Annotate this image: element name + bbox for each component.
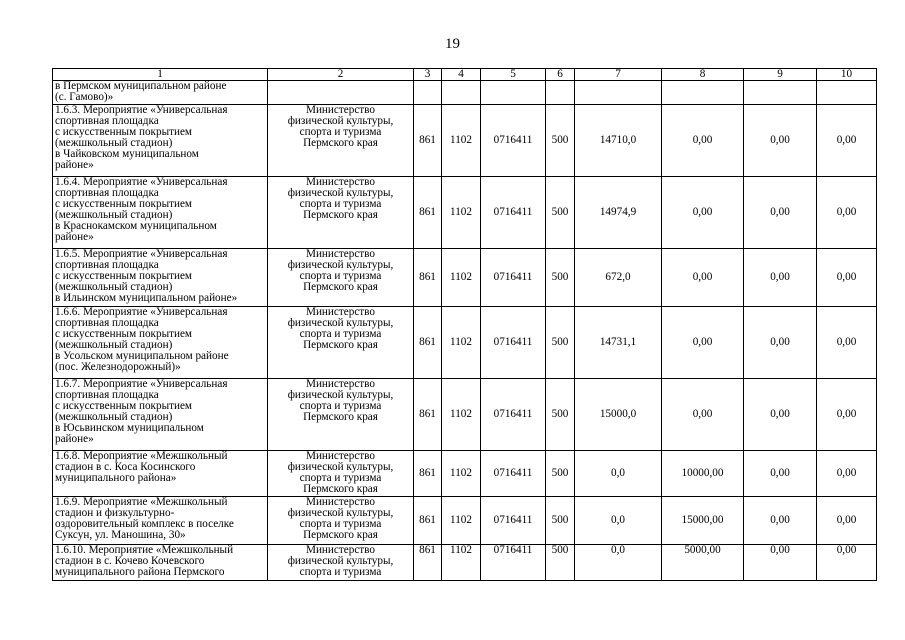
measure-name-cell (53, 307, 268, 379)
executor-line: Министерство (306, 176, 375, 188)
amount-col8-cell (662, 81, 744, 105)
target-article-cell: 0716411 (481, 379, 546, 451)
executor-line: Пермского края (303, 339, 378, 351)
target-article-cell: 0716411 (481, 177, 546, 249)
section-code-cell: 1102 (442, 307, 481, 379)
measure-name-line: (межшкольный стадион) (55, 209, 173, 221)
expense-type-cell: 500 (546, 497, 575, 545)
measure-name-line: стадион в с. Кочево Кочевского (55, 555, 205, 567)
measure-name-line: 1.6.10. Мероприятие «Межшкольный (55, 544, 234, 556)
measure-name-line: (межшкольный стадион) (55, 339, 173, 351)
measure-name-cell (53, 379, 268, 451)
measure-name-line: районе» (55, 231, 94, 243)
column-header: 5 (481, 69, 546, 81)
measure-name-line: спортивная площадка (55, 187, 159, 199)
executor-line: Пермского края (303, 281, 378, 293)
amount-col9-cell: 0,00 (744, 545, 817, 581)
executor-line: спорта и туризма (299, 400, 382, 412)
target-article-cell: 0716411 (481, 545, 546, 581)
ministry-code-cell: 861 (414, 545, 442, 581)
executor-line: физической культуры, (287, 259, 394, 271)
table-row (53, 545, 877, 581)
measure-name-line: 1.6.4. Мероприятие «Универсальная (55, 176, 228, 188)
amount-col8-cell: 15000,00 (662, 497, 744, 545)
amount-col7-cell: 14710,0 (575, 105, 662, 177)
amount-col9-cell: 0,00 (744, 177, 817, 249)
executor-line: физической культуры, (287, 115, 394, 127)
measure-name-line: в Усольском муниципальном районе (55, 350, 229, 362)
column-header: 10 (817, 69, 877, 81)
measure-name-line: стадион в с. Коса Косинского (55, 461, 196, 473)
amount-col7-cell (575, 81, 662, 105)
target-article-cell (481, 81, 546, 105)
executor-line: Министерство (306, 248, 375, 260)
expense-type-cell: 500 (546, 307, 575, 379)
measure-name-line: 1.6.8. Мероприятие «Межшкольный (55, 450, 228, 462)
target-article-cell: 0716411 (481, 307, 546, 379)
executor-line: спорта и туризма (299, 328, 382, 340)
amount-col10-cell: 0,00 (817, 105, 877, 177)
amount-col9-cell: 0,00 (744, 379, 817, 451)
amount-col10-cell: 0,00 (817, 545, 877, 581)
amount-col7-cell: 0,0 (575, 545, 662, 581)
measure-name-line: Суксун, ул. Маношина, 30» (55, 529, 186, 541)
amount-col9-cell (744, 81, 817, 105)
ministry-code-cell (414, 81, 442, 105)
page-number: 19 (445, 36, 460, 52)
section-code-cell: 1102 (442, 249, 481, 307)
section-code-cell (442, 81, 481, 105)
amount-col9-cell: 0,00 (744, 497, 817, 545)
measure-name-cell (53, 249, 268, 307)
target-article-cell: 0716411 (481, 249, 546, 307)
expense-type-cell: 500 (546, 249, 575, 307)
measure-name-line: 1.6.3. Мероприятие «Универсальная (55, 104, 228, 116)
executor-line: спорта и туризма (299, 566, 382, 578)
executor-line: Пермского края (303, 411, 378, 423)
executor-cell (268, 545, 414, 581)
ministry-code-cell: 861 (414, 177, 442, 249)
measure-name-line: 1.6.5. Мероприятие «Универсальная (55, 248, 228, 260)
measure-name-line: в Юсьвинском муниципальном (55, 422, 204, 434)
ministry-code-cell: 861 (414, 451, 442, 497)
measure-name-line: (с. Гамово)» (55, 91, 114, 103)
executor-line: спорта и туризма (299, 126, 382, 138)
column-header: 1 (53, 69, 268, 81)
executor-line: спорта и туризма (299, 270, 382, 282)
measure-name-line: в Ильинском муниципальном районе» (55, 292, 238, 304)
amount-col10-cell: 0,00 (817, 249, 877, 307)
section-code-cell: 1102 (442, 545, 481, 581)
target-article-cell: 0716411 (481, 497, 546, 545)
executor-line: спорта и туризма (299, 198, 382, 210)
amount-col7-cell: 672,0 (575, 249, 662, 307)
amount-col8-cell: 0,00 (662, 249, 744, 307)
table-row (53, 105, 877, 177)
section-code-cell: 1102 (442, 497, 481, 545)
executor-cell (268, 307, 414, 379)
executor-line: Министерство (306, 104, 375, 116)
executor-line: физической культуры, (287, 507, 394, 519)
measure-name-cell (53, 177, 268, 249)
amount-col10-cell (817, 81, 877, 105)
expense-type-cell: 500 (546, 451, 575, 497)
column-number-header-row (53, 69, 877, 81)
amount-col10-cell: 0,00 (817, 451, 877, 497)
measure-name-cell (53, 545, 268, 581)
amount-col10-cell: 0,00 (817, 497, 877, 545)
measure-name-line: в Чайковском муниципальном (55, 148, 199, 160)
ministry-code-cell: 861 (414, 105, 442, 177)
column-header: 6 (546, 69, 575, 81)
amount-col7-cell: 15000,0 (575, 379, 662, 451)
executor-cell (268, 105, 414, 177)
measure-name-line: с искусственным покрытием (55, 270, 193, 282)
executor-line: Пермского края (303, 137, 378, 149)
executor-line: Министерство (306, 306, 375, 318)
amount-col8-cell: 0,00 (662, 177, 744, 249)
table-row (53, 249, 877, 307)
executor-line: спорта и туризма (299, 472, 382, 484)
executor-line: Министерство (306, 378, 375, 390)
amount-col8-cell: 0,00 (662, 307, 744, 379)
column-header: 2 (268, 69, 414, 81)
measure-name-cell (53, 497, 268, 545)
executor-line: Пермского края (303, 483, 378, 495)
measure-name-line: 1.6.7. Мероприятие «Универсальная (55, 378, 228, 390)
executor-line: физической культуры, (287, 461, 394, 473)
amount-col9-cell: 0,00 (744, 451, 817, 497)
executor-line: физической культуры, (287, 555, 394, 567)
expense-type-cell: 500 (546, 379, 575, 451)
measure-name-line: (межшкольный стадион) (55, 281, 173, 293)
measure-name-line: районе» (55, 159, 94, 171)
table-row (53, 379, 877, 451)
measure-name-line: с искусственным покрытием (55, 328, 193, 340)
section-code-cell: 1102 (442, 177, 481, 249)
measure-name-line: спортивная площадка (55, 259, 159, 271)
target-article-cell: 0716411 (481, 105, 546, 177)
executor-cell (268, 451, 414, 497)
measure-name-line: оздоровительный комплекс в поселке (55, 518, 234, 530)
executor-line: Министерство (306, 544, 375, 556)
executor-line: Министерство (306, 496, 375, 508)
measure-name-line: муниципального района Пермского (55, 566, 225, 578)
measure-name-line: (пос. Железнодорожный)» (55, 361, 181, 373)
measure-name-cell (53, 105, 268, 177)
amount-col9-cell: 0,00 (744, 249, 817, 307)
measure-name-line: районе» (55, 433, 94, 445)
executor-cell (268, 81, 414, 105)
measure-name-line: 1.6.6. Мероприятие «Универсальная (55, 306, 228, 318)
column-header: 8 (662, 69, 744, 81)
column-header: 4 (442, 69, 481, 81)
amount-col7-cell: 14731,1 (575, 307, 662, 379)
executor-line: Пермского края (303, 529, 378, 541)
table-row (53, 497, 877, 545)
column-header: 9 (744, 69, 817, 81)
ministry-code-cell: 861 (414, 249, 442, 307)
amount-col7-cell: 0,0 (575, 451, 662, 497)
executor-line: физической культуры, (287, 187, 394, 199)
amount-col8-cell: 0,00 (662, 379, 744, 451)
ministry-code-cell: 861 (414, 497, 442, 545)
executor-line: физической культуры, (287, 317, 394, 329)
amount-col8-cell: 10000,00 (662, 451, 744, 497)
executor-line: Министерство (306, 450, 375, 462)
executor-line: Пермского края (303, 209, 378, 221)
measure-name-line: в Краснокамском муниципальном (55, 220, 217, 232)
table-row (53, 81, 877, 105)
measure-name-line: (межшкольный стадион) (55, 411, 173, 423)
measure-name-line: с искусственным покрытием (55, 400, 193, 412)
expense-type-cell (546, 81, 575, 105)
measure-name-cell (53, 81, 268, 105)
section-code-cell: 1102 (442, 105, 481, 177)
column-header: 7 (575, 69, 662, 81)
expense-type-cell: 500 (546, 177, 575, 249)
amount-col7-cell: 14974,9 (575, 177, 662, 249)
target-article-cell: 0716411 (481, 451, 546, 497)
measure-name-line: с искусственным покрытием (55, 198, 193, 210)
section-code-cell: 1102 (442, 379, 481, 451)
executor-cell (268, 379, 414, 451)
expense-type-cell: 500 (546, 105, 575, 177)
measure-name-line: спортивная площадка (55, 317, 159, 329)
amount-col8-cell: 0,00 (662, 105, 744, 177)
ministry-code-cell: 861 (414, 379, 442, 451)
measure-name-line: 1.6.9. Мероприятие «Межшкольный (55, 496, 228, 508)
expense-type-cell: 500 (546, 545, 575, 581)
executor-cell (268, 497, 414, 545)
measure-name-line: стадион и физкультурно- (55, 507, 175, 519)
amount-col10-cell: 0,00 (817, 379, 877, 451)
section-code-cell: 1102 (442, 451, 481, 497)
measure-name-line: муниципального района» (55, 472, 177, 484)
executor-line: спорта и туризма (299, 518, 382, 530)
amount-col7-cell: 0,0 (575, 497, 662, 545)
measure-name-line: в Пермском муниципальном районе (55, 80, 227, 92)
amount-col8-cell: 5000,00 (662, 545, 744, 581)
amount-col10-cell: 0,00 (817, 307, 877, 379)
measure-name-line: спортивная площадка (55, 389, 159, 401)
amount-col9-cell: 0,00 (744, 105, 817, 177)
ministry-code-cell: 861 (414, 307, 442, 379)
budget-table (52, 68, 877, 581)
measure-name-line: (межшкольный стадион) (55, 137, 173, 149)
amount-col10-cell: 0,00 (817, 177, 877, 249)
table-row (53, 177, 877, 249)
column-header: 3 (414, 69, 442, 81)
table-row (53, 307, 877, 379)
measure-name-line: с искусственным покрытием (55, 126, 193, 138)
executor-cell (268, 249, 414, 307)
amount-col9-cell: 0,00 (744, 307, 817, 379)
measure-name-line: спортивная площадка (55, 115, 159, 127)
executor-line: физической культуры, (287, 389, 394, 401)
measure-name-cell (53, 451, 268, 497)
table-row (53, 451, 877, 497)
executor-cell (268, 177, 414, 249)
